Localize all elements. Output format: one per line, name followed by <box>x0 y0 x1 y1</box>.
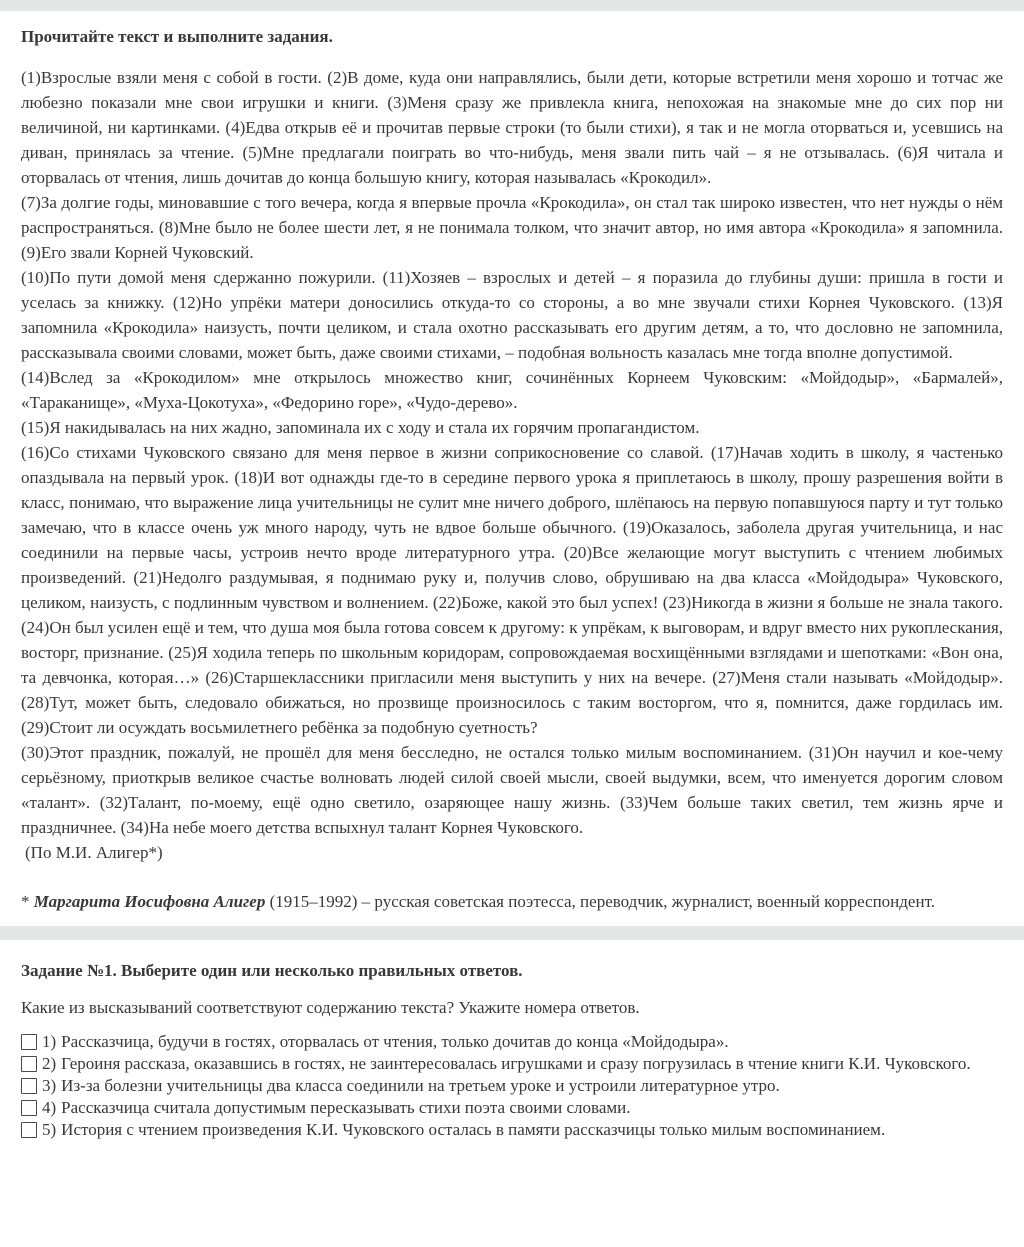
option-number: 1) <box>42 1032 57 1051</box>
option-number: 3) <box>42 1076 57 1095</box>
passage-paragraph-1: (1)Взрослые взяли меня с собой в гости. (2)В доме, куда они направлялись, были дети, которые встретили меня хорошо и тотчас же любезно показали мне свои игрушки и книги. (3)Меня сразу же привлекла книга, непохожая на знакомые мне до сих пор ни величиной, ни картинками. (4)Едва открыв её и прочитав первые строки (то были стихи), я так и не могла оторваться и, усевшись на диван, принялась за чтение. (5)Мне предлагали поиграть во что-нибудь, меня звали пить чай – я не отзывалась. (6)Я читала и оторвалась от чтения, лишь дочитав до конца большую книгу, которая называлась «Крокодил». <box>21 68 1003 187</box>
option-number: 2) <box>42 1054 57 1073</box>
checkbox-option-3[interactable] <box>21 1078 37 1094</box>
checkbox-option-1[interactable] <box>21 1034 37 1050</box>
author-footnote <box>21 889 1003 914</box>
answer-option-3 <box>21 1075 1003 1096</box>
answer-option-4 <box>21 1097 1003 1118</box>
answer-option-2 <box>21 1053 1003 1074</box>
task-section <box>0 960 1024 1140</box>
passage-paragraph-2: (7)За долгие годы, миновавшие с того вечера, когда я впервые прочла «Крокодила», он стал так широко известен, что нет нужды о нём распространяться. (8)Мне было не более шести лет, я не понимала толком, что значит автор, но имя автора «Крокодила» я запомнила. (9)Его звали Корней Чуковский. <box>21 193 1003 262</box>
option-text: Героиня рассказа, оказавшись в гостях, не заинтересовалась игрушками и сразу погрузилась в чтение книги К.И. Чуковского. <box>61 1054 971 1073</box>
passage-paragraph-4: (14)Вслед за «Крокодилом» мне открылось множество книг, сочинённых Корнеем Чуковским: «Мойдодыр», «Бармалей», «Тараканище», «Муха-Цокотуха», «Федорино горе», «Чудо-дерево». <box>21 368 1003 412</box>
footnote-description: (1915–1992) – русская советская поэтесса, переводчик, журналист, военный корреспондент. <box>265 892 935 911</box>
option-number: 5) <box>42 1120 57 1139</box>
footnote-marker: * <box>21 892 34 911</box>
checkbox-option-5[interactable] <box>21 1122 37 1138</box>
passage-section <box>0 24 1024 914</box>
answer-option-1 <box>21 1031 1003 1052</box>
option-text: Рассказчица, будучи в гостях, оторвалась от чтения, только дочитав до конца «Мойдодыра». <box>61 1032 729 1051</box>
checkbox-option-4[interactable] <box>21 1100 37 1116</box>
passage-paragraph-7: (30)Этот праздник, пожалуй, не прошёл для меня бесследно, не остался только милым воспоминанием. (31)Он научил и кое-чему серьёзному, приоткрыв великое счастье волновать людей силой своей мысли, своей выдумки, всем, что именуется дорогим словом «талант». (32)Талант, по-моему, ещё одно светило, озаряющее нашу жизнь. (33)Чем больше таких светил, тем жизнь ярче и праздничнее. (34)На небе моего детства вспыхнул талант Корнея Чуковского. <box>21 743 1003 837</box>
top-strip <box>0 0 1024 11</box>
option-number: 4) <box>42 1098 57 1117</box>
answer-options-list <box>21 1031 1003 1140</box>
footnote-author-name: Маргарита Иосифовна Алигер <box>33 892 266 911</box>
passage-paragraph-6: (16)Со стихами Чуковского связано для меня первое в жизни соприкосновение со славой. (17)Начав ходить в школу, я частенько опаздывала на первый урок. (18)И вот однажды где-то в середине первого урока я приплетаюсь в школу, прошу разрешения войти в класс, понимаю, что выражение лица учительницы не сулит мне ничего доброго, шлёпаюсь на первую попавшуюся парту и тут только замечаю, что в классе очень уж много народу, чуть не вдвое больше обычного. (19)Оказалось, заболела другая учительница, и нас соединили на первые часы, устроив нечто вроде литературного утра. (20)Все желающие могут выступить с чтением любимых произведений. (21)Недолго раздумывая, я поднимаю руку и, получив слово, обрушиваю на два класса «Мойдодыра» Чуковского, целиком, наизусть, с подлинным чувством и волнением. (22)Боже, какой это был успех! (23)Никогда в жизни я больше не знала такого. (24)Он был усилен ещё и тем, что душа моя была готова совсем к другому: к упрёкам, к выговорам, и вдруг вместо них рукоплескания, восторг, признание. (25)Я ходила теперь по школьным коридорам, сопровождаемая восхищёнными взглядами и шепотками: «Вон она, та девчонка, которая…» (26)Старшеклассники пригласили меня выступить у них на вечере. (27)Меня стали называть «Мойдодыр». (28)Тут, может быть, следовало обижаться, но прозвище произносилось с таким восторгом, что я, помнится, даже гордилась им. (29)Стоит ли осуждать восьмилетнего ребёнка за подобную суетность? <box>21 443 1004 737</box>
checkbox-option-2[interactable] <box>21 1056 37 1072</box>
passage-paragraph-3: (10)По пути домой меня сдержанно пожурили. (11)Хозяев – взрослых и детей – я поразила до глубины души: пришла в гости и уселась за книжку. (12)Но упрёки матери доносились откуда-то со стороны, а во мне звучали стихи Корнея Чуковского. (13)Я запомнила «Крокодила» наизусть, почти целиком, и стала охотно рассказывать его другим детям, а то, что дословно не запомнила, рассказывала своими словами, может быть, даже своими стихами, – подобная вольность казалась мне тогда вполне допустимой. <box>21 268 1003 362</box>
answer-option-5 <box>21 1119 1003 1140</box>
option-text: Рассказчица считала допустимым пересказывать стихи поэта своими словами. <box>61 1098 631 1117</box>
option-text: История с чтением произведения К.И. Чуковского осталась в памяти рассказчицы только милым воспоминанием. <box>61 1120 886 1139</box>
option-text: Из-за болезни учительницы два класса соединили на третьем уроке и устроили литературное утро. <box>61 1076 780 1095</box>
passage-attribution: (По М.И. Алигер*) <box>25 843 163 862</box>
section-divider <box>0 926 1024 940</box>
task-title: Задание №1. Выберите один или несколько правильных ответов. <box>21 961 523 980</box>
passage-paragraph-5: (15)Я накидывалась на них жадно, запоминала их с ходу и стала их горячим пропагандистом. <box>21 418 700 437</box>
instructions-heading: Прочитайте текст и выполните задания. <box>21 27 333 46</box>
task-question: Какие из высказываний соответствуют содержанию текста? Укажите номера ответов. <box>21 998 640 1017</box>
